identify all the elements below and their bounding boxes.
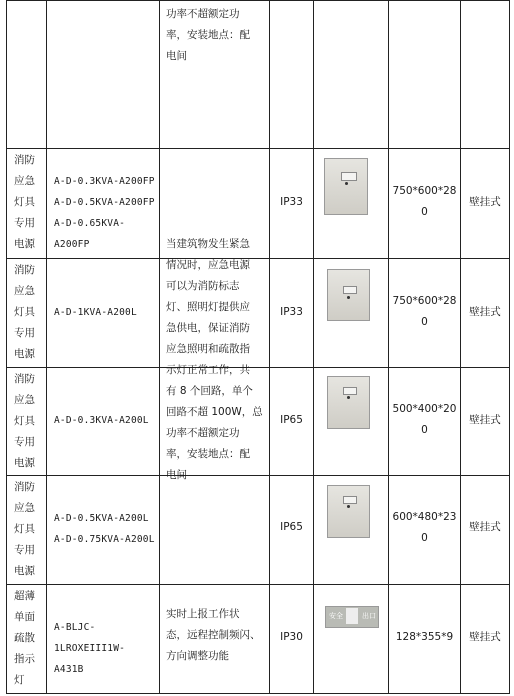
model-number: A-D-0.3KVA-A200L xyxy=(54,415,149,426)
model-number: A-D-0.5KVA-A200FP xyxy=(54,197,155,208)
column-divider xyxy=(460,0,461,694)
description-line: 功率不超额定功 xyxy=(166,8,240,20)
column-divider xyxy=(313,0,314,694)
size-line: 750*600*28 xyxy=(392,295,457,307)
size-line: 0 xyxy=(421,424,428,436)
product-name-line: 专用 xyxy=(14,327,35,339)
size-cell: 128*355*9 xyxy=(395,631,454,643)
column-divider xyxy=(269,0,270,694)
description-line: 率，安装地点：配 xyxy=(166,29,250,41)
description-line: 示灯正常工作，共 xyxy=(166,364,250,376)
column-divider xyxy=(46,0,47,694)
merged-description-cell xyxy=(166,234,268,486)
product-name-line: 电源 xyxy=(14,565,35,577)
column-divider xyxy=(388,0,389,694)
exit-sign-icon xyxy=(325,606,379,628)
product-name-line: 应急 xyxy=(14,175,35,187)
size-line: 0 xyxy=(421,316,428,328)
model-number: A-D-0.65KVA-A200FP xyxy=(54,218,126,250)
size-line: 500*400*20 xyxy=(392,403,457,415)
description-cell xyxy=(166,4,268,67)
table-border-bottom xyxy=(6,693,510,694)
ip-rating: IP33 xyxy=(280,306,303,318)
product-name-line: 灯具 xyxy=(14,523,35,535)
product-name-line: 应急 xyxy=(14,285,35,297)
description-line: 功率不超额定功 xyxy=(166,427,240,439)
product-name-line: 疏散 xyxy=(14,632,35,644)
mount-type: 壁挂式 xyxy=(469,414,501,426)
description-line: 回路不超 100W，总 xyxy=(166,406,263,418)
mount-type: 壁挂式 xyxy=(469,306,501,318)
model-cell xyxy=(54,508,158,550)
product-name-line: 灯具 xyxy=(14,306,35,318)
description-line: 态，远程控制频闪、 xyxy=(166,629,261,641)
product-name-cell xyxy=(7,475,45,582)
description-line: 电间 xyxy=(166,50,187,62)
sign-text: 出口 xyxy=(362,612,376,620)
product-name-line: 应急 xyxy=(14,502,35,514)
mount-type: 壁挂式 xyxy=(469,196,501,208)
product-name-line: 灯 xyxy=(14,674,25,686)
description-cell xyxy=(166,604,268,667)
description-line: 急供电，保证消防 xyxy=(166,322,250,334)
description-line: 灯、照明灯提供应 xyxy=(166,301,250,313)
product-name-cell xyxy=(7,258,45,365)
description-line: 应急照明和疏散指 xyxy=(166,343,250,355)
product-name-line: 灯具 xyxy=(14,196,35,208)
size-cell xyxy=(389,291,460,333)
description-line: 率，安装地点：配 xyxy=(166,448,250,460)
sign-text: 安全 xyxy=(329,612,343,620)
product-name-line: 电源 xyxy=(14,238,35,250)
size-line: 750*600*28 xyxy=(392,185,457,197)
product-name-line: 电源 xyxy=(14,348,35,360)
power-cabinet-icon xyxy=(327,269,370,321)
product-name-line: 指示 xyxy=(14,653,35,665)
mount-type: 壁挂式 xyxy=(469,631,501,643)
ip-rating: IP30 xyxy=(280,631,303,643)
ip-rating: IP65 xyxy=(280,414,303,426)
size-cell xyxy=(389,399,460,441)
product-name-line: 应急 xyxy=(14,394,35,406)
power-cabinet-icon xyxy=(324,158,368,215)
ip-rating: IP65 xyxy=(280,521,303,533)
running-man-icon xyxy=(346,608,358,624)
product-name-line: 消防 xyxy=(14,264,35,276)
size-cell xyxy=(389,181,460,223)
product-name-cell xyxy=(7,584,45,691)
product-name-cell xyxy=(7,148,45,255)
description-line: 情况时，应急电源 xyxy=(166,259,250,271)
product-name-line: 专用 xyxy=(14,544,35,556)
product-name-line: 专用 xyxy=(14,217,35,229)
product-name-line: 超薄 xyxy=(14,590,35,602)
model-cell xyxy=(54,410,158,431)
description-line: 有 8 个回路，单个 xyxy=(166,385,253,397)
product-name-line: 电源 xyxy=(14,457,35,469)
column-divider xyxy=(159,0,160,694)
product-name-line: 专用 xyxy=(14,436,35,448)
description-line: 实时上报工作状 xyxy=(166,608,240,620)
product-name-line: 灯具 xyxy=(14,415,35,427)
row-divider xyxy=(6,584,510,585)
model-cell xyxy=(54,617,158,680)
model-number: A-D-0.3KVA-A200FP xyxy=(54,176,155,187)
product-name-cell xyxy=(7,367,45,474)
model-number: A-BLJC-1LROXEIII1W- xyxy=(54,622,126,654)
description-line: 电间 xyxy=(166,469,187,481)
description-line: 方向调整功能 xyxy=(166,650,229,662)
model-number: A-D-0.75KVA-A200L xyxy=(54,534,155,545)
model-number: A431B xyxy=(54,664,84,675)
row-divider xyxy=(6,148,510,149)
mount-type: 壁挂式 xyxy=(469,521,501,533)
product-name-line: 消防 xyxy=(14,481,35,493)
model-cell xyxy=(54,302,158,323)
model-cell xyxy=(54,171,158,255)
size-line: 600*480*23 xyxy=(392,511,457,523)
size-line: 0 xyxy=(421,206,428,218)
product-name-line: 消防 xyxy=(14,373,35,385)
power-cabinet-icon xyxy=(327,376,370,429)
ip-rating: IP33 xyxy=(280,196,303,208)
description-line: 当建筑物发生紧急 xyxy=(166,238,250,250)
product-name-line: 消防 xyxy=(14,154,35,166)
column-divider xyxy=(509,0,510,694)
size-line: 0 xyxy=(421,532,428,544)
table-border-top xyxy=(6,0,510,1)
model-number: A-D-0.5KVA-A200L xyxy=(54,513,149,524)
power-cabinet-icon xyxy=(327,485,370,538)
size-cell xyxy=(389,507,460,549)
model-number: A-D-1KVA-A200L xyxy=(54,307,137,318)
description-line: 可以为消防标志 xyxy=(166,280,240,292)
product-name-line: 单面 xyxy=(14,611,35,623)
